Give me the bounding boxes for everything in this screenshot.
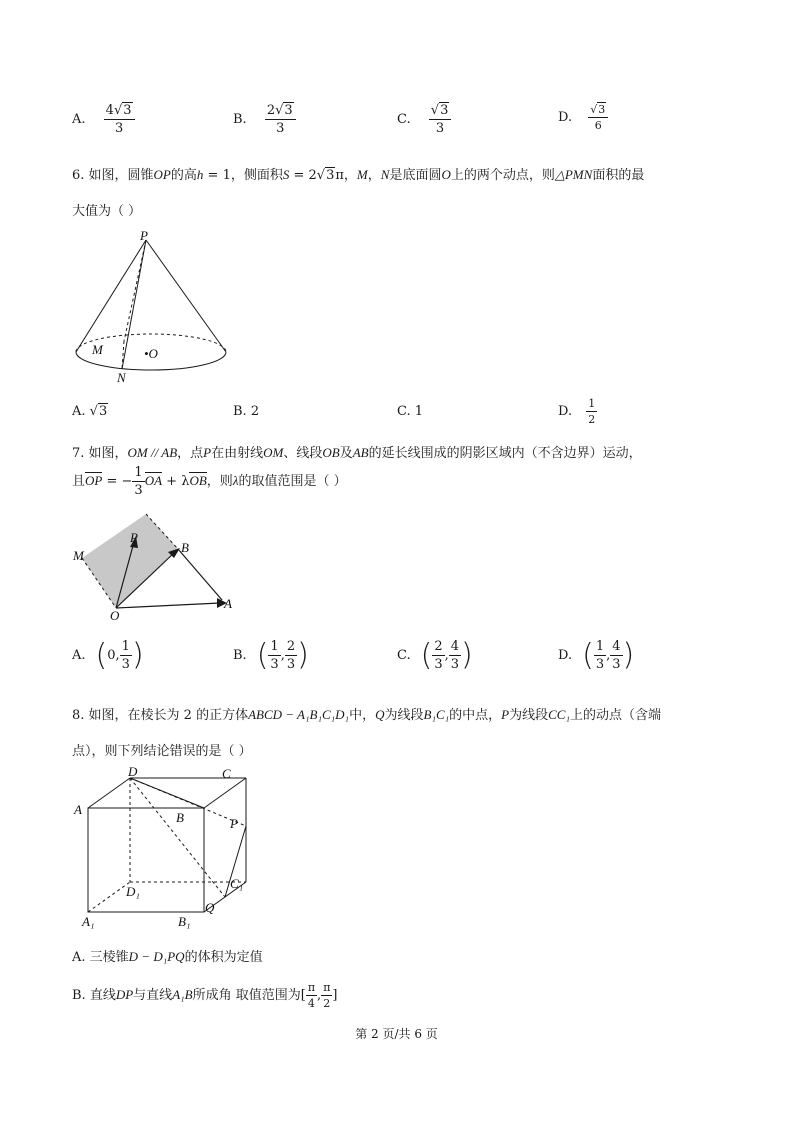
segment-ab	[178, 549, 222, 600]
front-face	[88, 808, 204, 912]
label-o: •O	[144, 346, 158, 361]
q7-vector-figure	[70, 510, 250, 625]
q8-cube-figure	[70, 766, 260, 931]
label-q: Q	[205, 900, 215, 915]
q6-option-a: A. √3	[72, 404, 108, 419]
q6-stem-line2: 大值为（ ）	[72, 204, 142, 219]
label-b1: B₁	[178, 914, 191, 929]
label-c: C	[222, 766, 231, 781]
q6-option-b: B. 2	[233, 404, 260, 419]
cone-right-generator	[146, 240, 226, 352]
q7-option-c: C. ( $\frac{2}{3}$ , $\frac{4}{3}$ )	[397, 637, 473, 673]
label-a1: A₁	[82, 914, 95, 929]
page-footer: 第 2 页/共 6 页	[355, 1027, 438, 1041]
q7-option-a: A. (0, $\frac{1}{3}$ )	[72, 637, 144, 673]
label-m: M	[92, 342, 103, 357]
label-p: P	[230, 816, 238, 831]
label-d1: D₁	[126, 884, 140, 899]
q7-option-d: D. ( $\frac{1}{3}$ , $\frac{4}{3}$ )	[558, 637, 635, 673]
segment-dq	[130, 778, 225, 897]
label-p: P	[130, 530, 138, 545]
label-a: A	[74, 802, 82, 817]
edge-bc	[204, 778, 246, 808]
label-b: B	[176, 810, 184, 825]
q8-option-b: B. 直线DP与直线A₁B所成角 取值范围为[ $\frac{\pi}{4}$ , $\frac{\pi}{2}$ ]	[72, 981, 338, 1010]
label-p: P	[140, 228, 148, 243]
q6-stem-line1: 6. 如图，圆锥OP的高h = 1，侧面积S = 2√3π，M，N是底面圆O上的两个动点，则△PMN面积的最	[72, 167, 645, 183]
q5-option-a: A. $\frac{4√3}{3}$	[72, 104, 135, 135]
q5-option-c: C. $\frac{√3}{3}$	[397, 104, 451, 135]
q5-option-d: D. $\frac{√3}{6}$	[558, 104, 608, 131]
q8-stem-line1: 8. 如图，在棱长为 2 的正方体ABCD − A₁B₁C₁D₁中，Q为线段B₁C₁的中点，P为线段CC₁上的动点（含端	[72, 707, 662, 723]
q7-stem-line1: 7. 如图，OM // AB，点P在由射线OM、线段OB及AB的延长线围成的阴影区域内（不含边界）运动，	[72, 445, 642, 461]
label-a: A	[224, 596, 232, 611]
q8-option-a: A. 三棱锥D − D₁PQ的体积为定值	[72, 949, 263, 965]
q6-cone-figure	[70, 228, 230, 388]
label-b: B	[181, 540, 189, 555]
label-c1: C₁	[230, 876, 244, 891]
q5-option-b: B. $\frac{2√3}{3}$	[233, 104, 296, 135]
label-d: D	[128, 766, 138, 779]
segment-db	[130, 778, 204, 808]
q7-option-b: B. ( $\frac{1}{3}$ , $\frac{2}{3}$ )	[233, 637, 309, 673]
q7-stem-line2: 且OP = − $\frac{1}{3}$ OA + λOB，则λ的取值范围是（ ）	[72, 465, 347, 498]
label-o: O	[110, 608, 120, 623]
vector-oa	[116, 603, 220, 608]
label-m: M	[73, 548, 84, 563]
q6-option-d: D. $\frac{1}{2}$	[558, 397, 596, 426]
label-n: N	[117, 370, 126, 385]
q8-stem-line2: 点），则下列结论错误的是（ ）	[72, 744, 252, 759]
edge-a1d1	[88, 882, 130, 912]
q6-option-c: C. 1	[397, 404, 424, 419]
edge-ad	[88, 778, 130, 808]
